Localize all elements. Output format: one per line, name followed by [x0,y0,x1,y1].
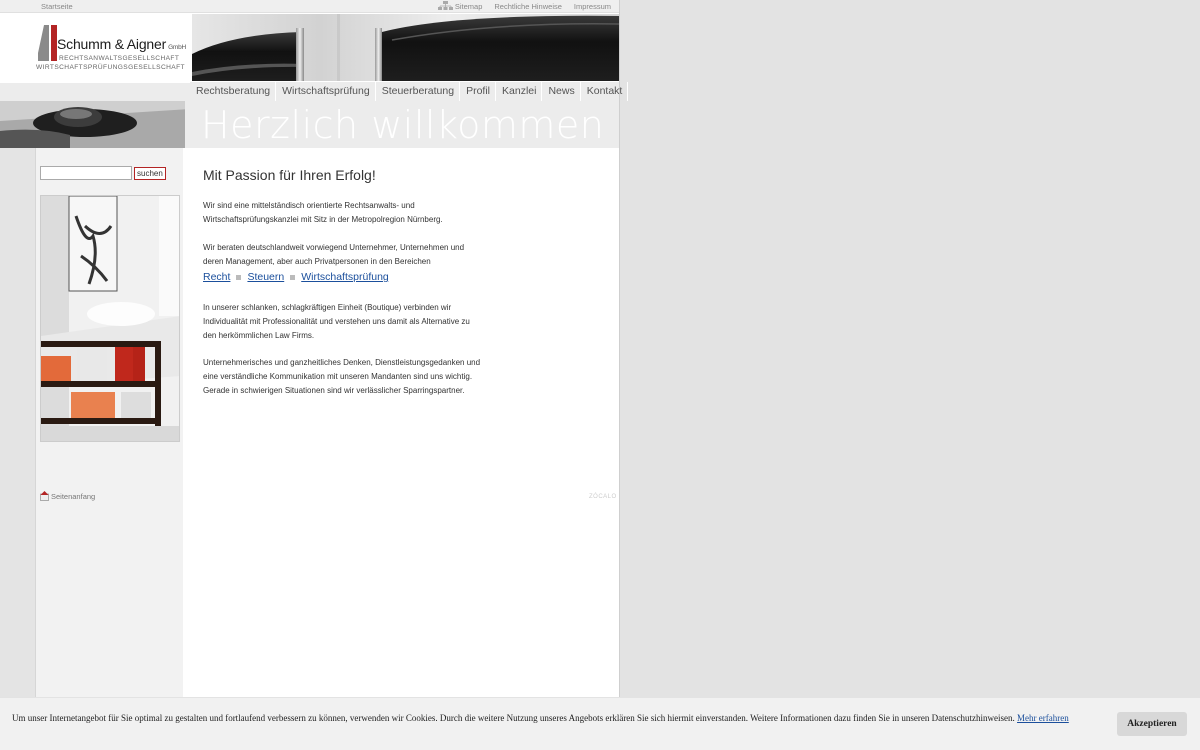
intro-paragraph [203,199,503,227]
area-link-steuern[interactable]: Steuern [247,271,285,283]
cookie-message [12,713,1069,723]
search-button[interactable]: suchen [134,167,166,180]
main-nav [190,81,623,101]
footer-brand[interactable]: ZÓCALO [589,494,617,500]
logo-name-text: Schumm & Aigner [57,36,167,52]
page-title: Mit Passion für Ihren Erfolg! [203,167,376,183]
sitemap-icon [438,1,453,11]
banner-photo [0,101,190,148]
values-line-1: Unternehmerisches und ganzheitliches Denken, Dienstleistungsgedanken und [203,358,481,367]
area-link-recht[interactable]: Recht [203,271,231,283]
boutique-paragraph [203,301,503,343]
legal-link[interactable]: Rechtliche Hinweise [494,1,562,11]
intro-line-1: Wir sind eine mittelständisch orientierte Rechtsanwalts- und [203,201,415,210]
imprint-link[interactable]: Impressum [573,1,611,11]
home-link[interactable]: Startseite [41,2,73,11]
logo-suffix: GmbH [168,44,187,51]
clients-paragraph [203,241,503,269]
nav-item-steuerberatung[interactable]: Steuerberatung [376,82,460,101]
nav-item-wirtschaftspruefung[interactable]: Wirtschaftsprüfung [276,82,376,101]
cookie-more-link[interactable]: Mehr erfahren [1017,713,1069,723]
left-stripe [0,148,36,708]
cookie-banner [0,697,1200,750]
nav-left-spacer [0,83,190,101]
area-link-wirtschaftspruefung[interactable]: Wirtschaftsprüfung [301,271,389,283]
practice-areas [203,271,389,283]
boutique-line-1: In unserer schlanken, schlagkräftigen Einheit (Boutique) verbinden wir [203,303,452,312]
logo-name [57,36,186,52]
boutique-line-2: Individualität mit Professionalität und verstehen uns damit als Alternative zu [203,317,470,326]
logo[interactable] [0,14,196,83]
nav-item-news[interactable]: News [542,82,580,101]
intro-line-2: Wirtschaftsprüfungskanzlei mit Sitz in der Metropolregion Nürnberg. [203,215,443,224]
nav-item-rechtsberatung[interactable]: Rechtsberatung [190,82,276,101]
cookie-accept-button[interactable]: Akzeptieren [1117,712,1187,736]
boutique-line-3: den herkömmlichen Law Firms. [203,331,315,340]
header-photo [192,14,619,81]
top-bar [0,0,619,13]
separator-icon [236,275,241,280]
nav-item-kontakt[interactable]: Kontakt [581,82,629,101]
clients-line-1: Wir beraten deutschlandweit vorwiegend Unternehmer, Unternehmen und [203,243,465,252]
logo-subtitle-2: WIRTSCHAFTSPRÜFUNGSGESELLSCHAFT [36,64,185,71]
logo-mark-icon [38,25,58,63]
nav-item-kanzlei[interactable]: Kanzlei [496,82,542,101]
cookie-text: Um unser Internetangebot für Sie optimal zu gestalten und fortlaufend verbessern zu können, verwenden wir Cookies. Durch die weitere Nutzung unseres Angebots erklären Sie sich hiermit einverstanden. Weitere Informationen dazu finden Sie in unseren Datenschutzhinweisen. [12,713,1015,723]
banner-title-area [185,101,619,148]
banner-title: Herzlich willkommen [201,103,605,147]
arrow-up-icon [40,491,49,501]
clients-line-2: deren Management, aber auch Privatpersonen in den Bereichen [203,257,431,266]
values-paragraph [203,356,503,398]
mouse-image [0,101,190,148]
sitemap-label: Sitemap [454,1,483,11]
sidebar [36,148,183,708]
back-to-top-label: Seitenanfang [51,491,96,501]
sidebar-photo [40,195,180,442]
back-to-top-link[interactable] [40,491,95,501]
interior-image [41,196,180,442]
search-input[interactable] [40,166,132,180]
sitemap-link[interactable] [438,1,483,11]
chairs-image [192,14,619,81]
logo-subtitle-1: RECHTSANWALTSGESELLSCHAFT [59,55,180,62]
values-line-2: eine verständliche Kommunikation mit unseren Mandanten sind uns wichtig. [203,372,473,381]
separator-icon [290,275,295,280]
nav-item-profil[interactable]: Profil [460,82,496,101]
values-line-3: Gerade in schwierigen Situationen sind wir verlässlicher Sparringspartner. [203,386,465,395]
